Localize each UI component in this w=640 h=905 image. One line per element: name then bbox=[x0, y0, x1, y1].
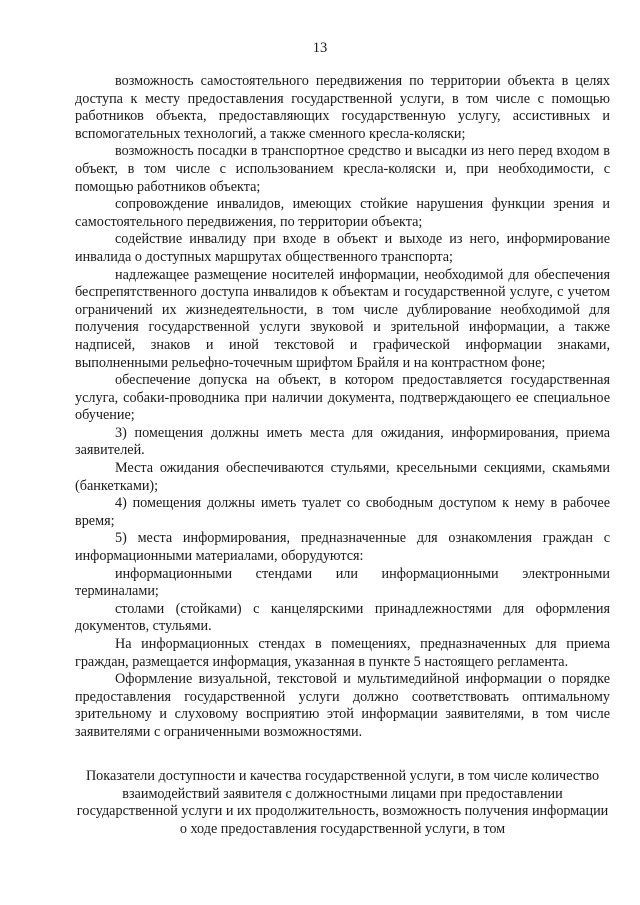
paragraph: возможность посадки в транспортное средство и высадки из него перед входом в объект, в том числе с использованием кресла-коляски и, при необходимости, с помощью работников объекта; bbox=[75, 143, 610, 195]
paragraph: возможность самостоятельного передвижения по территории объекта в целях доступа к месту предоставления государственной услуги, в том числе с помощью работников объекта, предоставляющих государственную услугу, ассистивных и вспомогательных технологий, а также сменного кресла-коляски; bbox=[75, 73, 610, 142]
paragraph: содействие инвалиду при входе в объект и выходе из него, информирование инвалида о доступных маршрутах общественного транспорта; bbox=[75, 231, 610, 265]
document-body bbox=[75, 73, 610, 742]
paragraph: надлежащее размещение носителей информации, необходимой для обеспечения беспрепятственного доступа инвалидов к объектам и государственной услуге, с учетом ограничений их жизнедеятельности, в том числе дублирование необходимой для получения государственной услуги звуковой и зрительной информации, а также надписей, знаков и иной текстовой и графической информации знаками, выполненными рельефно-точечным шрифтом Брайля и на контрастном фоне; bbox=[75, 266, 610, 371]
page-number: 13 bbox=[312, 40, 328, 56]
paragraph: сопровождение инвалидов, имеющих стойкие нарушения функции зрения и самостоятельного передвижения, по территории объекта; bbox=[75, 196, 610, 230]
paragraph: 3) помещения должны иметь места для ожидания, информирования, приема заявителей. bbox=[75, 424, 610, 459]
paragraph: На информационных стендах в помещениях, предназначенных для приема граждан, размещается информация, указанная в пункте 5 настоящего регламента. bbox=[75, 636, 610, 670]
paragraph: столами (стойками) с канцелярскими принадлежностями для оформления документов, стульями. bbox=[75, 600, 610, 635]
section-heading bbox=[75, 768, 610, 838]
paragraph: обеспечение допуска на объект, в котором предоставляется государственная услуга, собаки-проводника при наличии документа, подтверждающего ее специальное обучение; bbox=[75, 372, 610, 424]
paragraph: 5) места информирования, предназначенные для ознакомления граждан с информационными материалами, оборудуются: bbox=[75, 530, 610, 565]
section-heading-text: Показатели доступности и качества государственной услуги, в том числе количество взаимодействий заявителя с должностными лицами при предоставлении государственной услуги и их продолжительность, возможность получения информации о ходе предоставления государственной услуги, в том bbox=[76, 768, 609, 837]
paragraph: информационными стендами или информационными электронными терминалами; bbox=[75, 565, 610, 600]
paragraph: Места ожидания обеспечиваются стульями, кресельными секциями, скамьями (банкетками); bbox=[75, 460, 610, 494]
paragraph: 4) помещения должны иметь туалет со свободным доступом к нему в рабочее время; bbox=[75, 495, 610, 529]
paragraph: Оформление визуальной, текстовой и мультимедийной информации о порядке предоставления государственной услуги должно соответствовать оптимальному зрительному и слуховому восприятию этой информации заявителями, в том числе заявителями с ограниченными возможностями. bbox=[75, 671, 610, 740]
